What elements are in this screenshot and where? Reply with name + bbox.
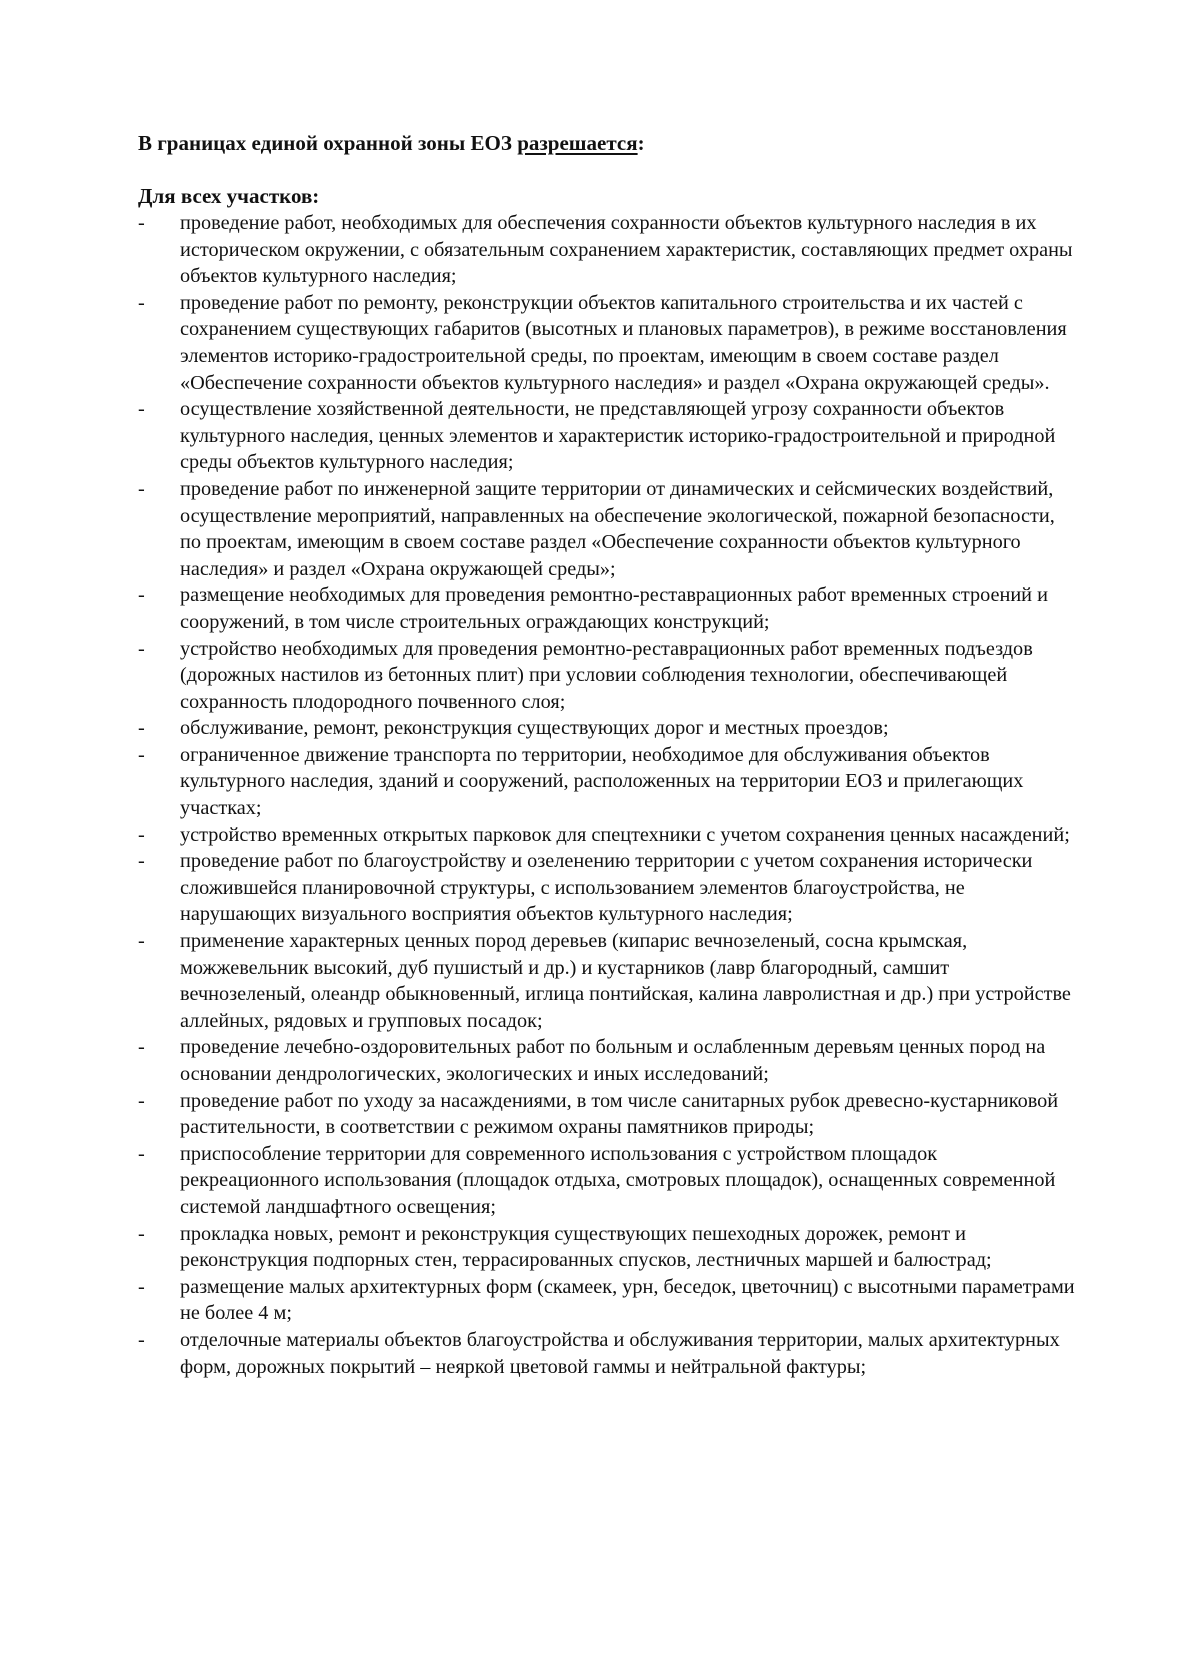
- list-bullet: -: [138, 584, 145, 607]
- list-item-text: проведение работ по благоустройству и озеленению территории с учетом сохранения исторически сложившейся планировочной структуры, с использованием элементов благоустройства, не нарушающих визуального восприятия объектов культурного наследия;: [180, 850, 1033, 926]
- list-item-text: проведение работ, необходимых для обеспечения сохранности объектов культурного наследия в их историческом окружении, с обязательным сохранением характеристик, составляющих предмет охраны объектов культурного наследия;: [180, 212, 1073, 288]
- list-item-text: проведение работ по уходу за насаждениями, в том числе санитарных рубок древесно-кустарниковой растительности, в соответствии с режимом охраны памятников природы;: [180, 1089, 1059, 1139]
- heading-suffix: :: [637, 131, 645, 155]
- list-item-text: прокладка новых, ремонт и реконструкция существующих пешеходных дорожек, ремонт и реконструкция подпорных стен, террасированных спусков, лестничных маршей и балюстрад;: [180, 1222, 992, 1272]
- list-item: [138, 1141, 1078, 1221]
- list-item-text: осуществление хозяйственной деятельности, не представляющей угрозу сохранности объектов культурного наследия, ценных элементов и характеристик историко-градостроительной и природной среды объектов культурного наследия;: [180, 398, 1056, 474]
- list-bullet: -: [138, 1142, 145, 1165]
- section-subheading: Для всех участков:: [138, 184, 320, 208]
- list-item-text: проведение работ по ремонту, реконструкции объектов капитального строительства и их частей с сохранением существующих габаритов (высотных и плановых параметров), в режиме восстановления элементов историко-градостроительной среды, по проектам, имеющим в своем составе раздел «Обеспечение сохранности объектов культурного наследия» и раздел «Охрана окружающей среды».: [180, 291, 1067, 394]
- list-item-text: размещение малых архитектурных форм (скамеек, урн, беседок, цветочниц) с высотными параметрами не более 4 м;: [180, 1275, 1075, 1325]
- list-item: [138, 210, 1078, 290]
- list-bullet: -: [138, 291, 145, 314]
- list-item-text: отделочные материалы объектов благоустройства и обслуживания территории, малых архитектурных форм, дорожных покрытий – неяркой цветовой гаммы и нейтральной фактуры;: [180, 1328, 1060, 1378]
- list-item: [138, 1327, 1078, 1380]
- list-item-text: проведение лечебно-оздоровительных работ по больным и ослабленным деревьям ценных пород на основании дендрологических, экологических и иных исследований;: [180, 1036, 1046, 1085]
- list-bullet: -: [138, 398, 145, 421]
- list-bullet: -: [138, 850, 145, 873]
- list-item: [138, 928, 1078, 1034]
- list-bullet: -: [138, 1089, 145, 1112]
- list-bullet: -: [138, 823, 145, 846]
- list-item: [138, 715, 1078, 742]
- heading-underlined-word: разрешается: [517, 131, 638, 155]
- list-bullet: -: [138, 1328, 145, 1351]
- list-item: [138, 742, 1078, 822]
- list-item: [138, 822, 1078, 849]
- list-item-text: проведение работ по инженерной защите территории от динамических и сейсмических воздействий, осуществление мероприятий, направленных на обеспечение экологической, пожарной безопасности, по проектам, имеющим в своем составе раздел «Обеспечение сохранности объектов культурного наследия» и раздел «Охрана окружающей среды»;: [180, 477, 1055, 580]
- list-item-text: ограниченное движение транспорта по территории, необходимое для обслуживания объектов культурного наследия, зданий и сооружений, расположенных на территории ЕОЗ и прилегающих участках;: [180, 743, 1024, 820]
- list-bullet: -: [138, 1036, 145, 1059]
- list-bullet: -: [138, 1222, 145, 1245]
- list-bullet: -: [138, 1275, 145, 1298]
- list-item: [138, 582, 1078, 635]
- list-item-text: размещение необходимых для проведения ремонтно-реставрационных работ временных строений и сооружений, в том числе строительных ограждающих конструкций;: [180, 584, 1048, 633]
- list-item-text: устройство необходимых для проведения ремонтно-реставрационных работ временных подъездов (дорожных настилов из бетонных плит) при условии соблюдения технологии, обеспечивающей сохранность плодородного почвенного слоя;: [180, 637, 1033, 713]
- list-item-text: устройство временных открытых парковок для спецтехники с учетом сохранения ценных насаждений;: [180, 823, 1070, 846]
- list-bullet: -: [138, 637, 145, 660]
- list-item: [138, 396, 1078, 476]
- list-item: [138, 1274, 1078, 1327]
- document-heading: [138, 130, 1078, 157]
- list-bullet: -: [138, 930, 145, 953]
- list-bullet: -: [138, 717, 145, 740]
- permitted-activities-list: [138, 210, 1078, 1380]
- heading-prefix: В границах единой охранной зоны ЕОЗ: [138, 131, 518, 155]
- list-bullet: -: [138, 477, 145, 500]
- list-item-text: обслуживание, ремонт, реконструкция существующих дорог и местных проездов;: [180, 717, 889, 740]
- list-item: [138, 848, 1078, 928]
- list-bullet: -: [138, 212, 145, 234]
- list-item: [138, 476, 1078, 582]
- list-item: [138, 636, 1078, 716]
- list-bullet: -: [138, 743, 145, 766]
- list-item-text: применение характерных ценных пород деревьев (кипарис вечнозеленый, сосна крымская, можжевельник высокий, дуб пушистый и др.) и кустарников (лавр благородный, самшит вечнозеленый, олеандр обыкновенный, иглица понтийская, калина лавролистная и др.) при устройстве аллейных, рядовых и групповых посадок;: [180, 930, 1071, 1032]
- list-item: [138, 290, 1078, 396]
- document-page: [138, 130, 1078, 1380]
- list-item: [138, 1221, 1078, 1274]
- list-item: [138, 1088, 1078, 1141]
- list-item: [138, 1034, 1078, 1087]
- list-item-text: приспособление территории для современного использования с устройством площадок рекреационного использования (площадок отдыха, смотровых площадок), оснащенных современной системой ландшафтного освещения;: [180, 1142, 1056, 1218]
